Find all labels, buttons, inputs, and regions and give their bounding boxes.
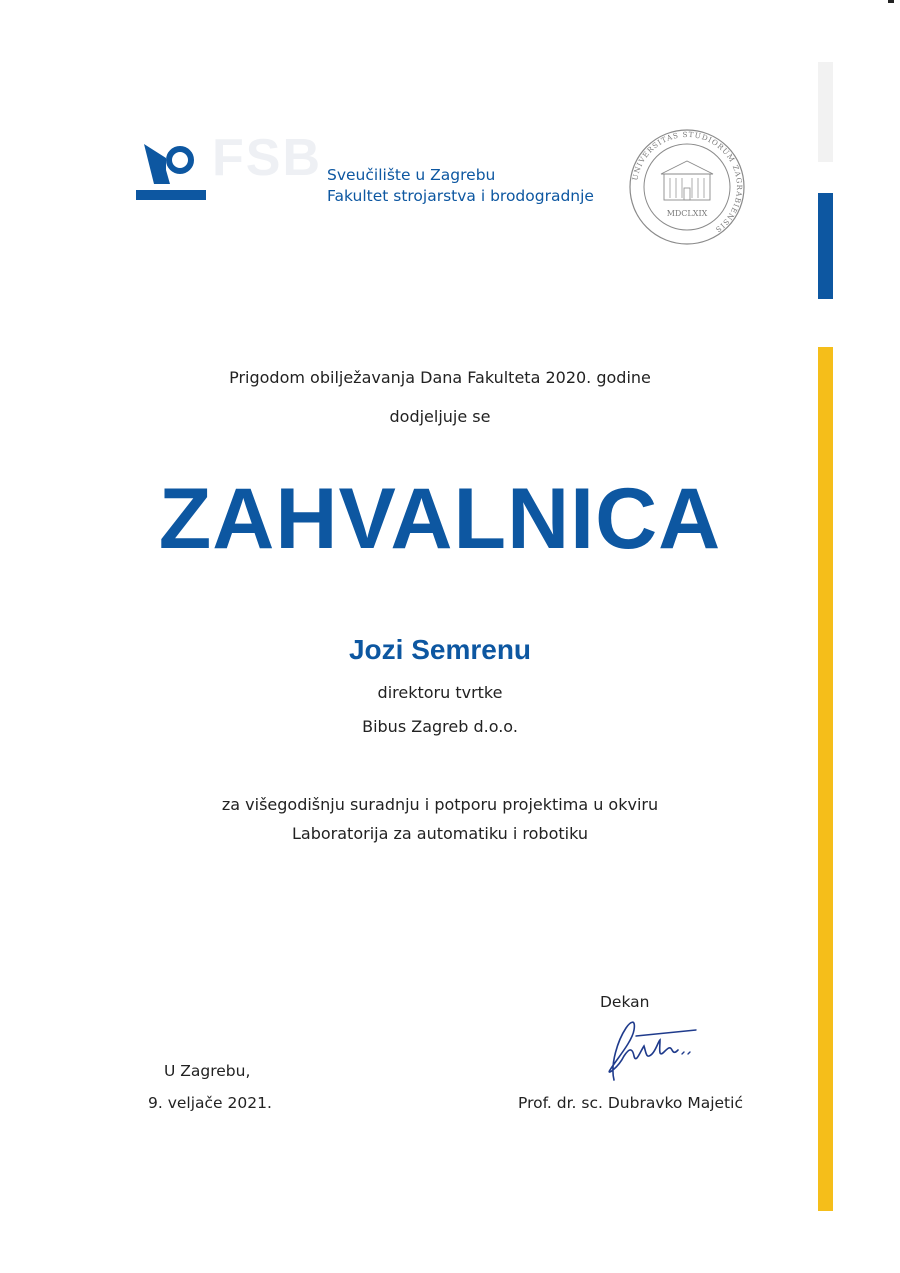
recipient-role: direktoru tvrtke	[377, 683, 503, 702]
intro-line-2: dodjeljuje se	[389, 407, 491, 426]
intro-line-1: Prigodom obilježavanja Dana Fakulteta 2020. godine	[229, 368, 651, 387]
fsb-logo-icon	[136, 140, 208, 202]
seal-text: UNIVERSITAS STUDIORUM ZAGRABIENSIS	[630, 129, 745, 235]
reason-line-1: za višegodišnju suradnju i potporu projektima u okviru	[221, 795, 659, 814]
institution-header	[327, 165, 594, 207]
signatory-title: Dekan	[600, 993, 650, 1011]
recipient-company: Bibus Zagreb d.o.o.	[362, 717, 518, 736]
signatory-name: Prof. dr. sc. Dubravko Majetić	[518, 1094, 743, 1112]
handwritten-signature	[596, 1012, 706, 1092]
scan-mark	[888, 0, 894, 3]
university-name: Sveučilište u Zagrebu	[327, 166, 496, 184]
reason-line-2: Laboratorija za automatiku i robotiku	[292, 824, 588, 843]
date: 9. veljače 2021.	[148, 1094, 272, 1112]
university-seal-icon	[628, 128, 746, 246]
fsb-logo-text: FSB	[212, 129, 322, 187]
blue-stripe	[818, 193, 833, 299]
grey-stripe	[818, 62, 833, 162]
faculty-name: Fakultet strojarstva i brodogradnje	[327, 187, 594, 205]
place: U Zagrebu,	[164, 1062, 251, 1080]
certificate-title: ZAHVALNICA	[158, 471, 722, 567]
seal-year: MDCLXIX	[666, 209, 708, 218]
recipient-name: Jozi Semrenu	[348, 634, 532, 665]
